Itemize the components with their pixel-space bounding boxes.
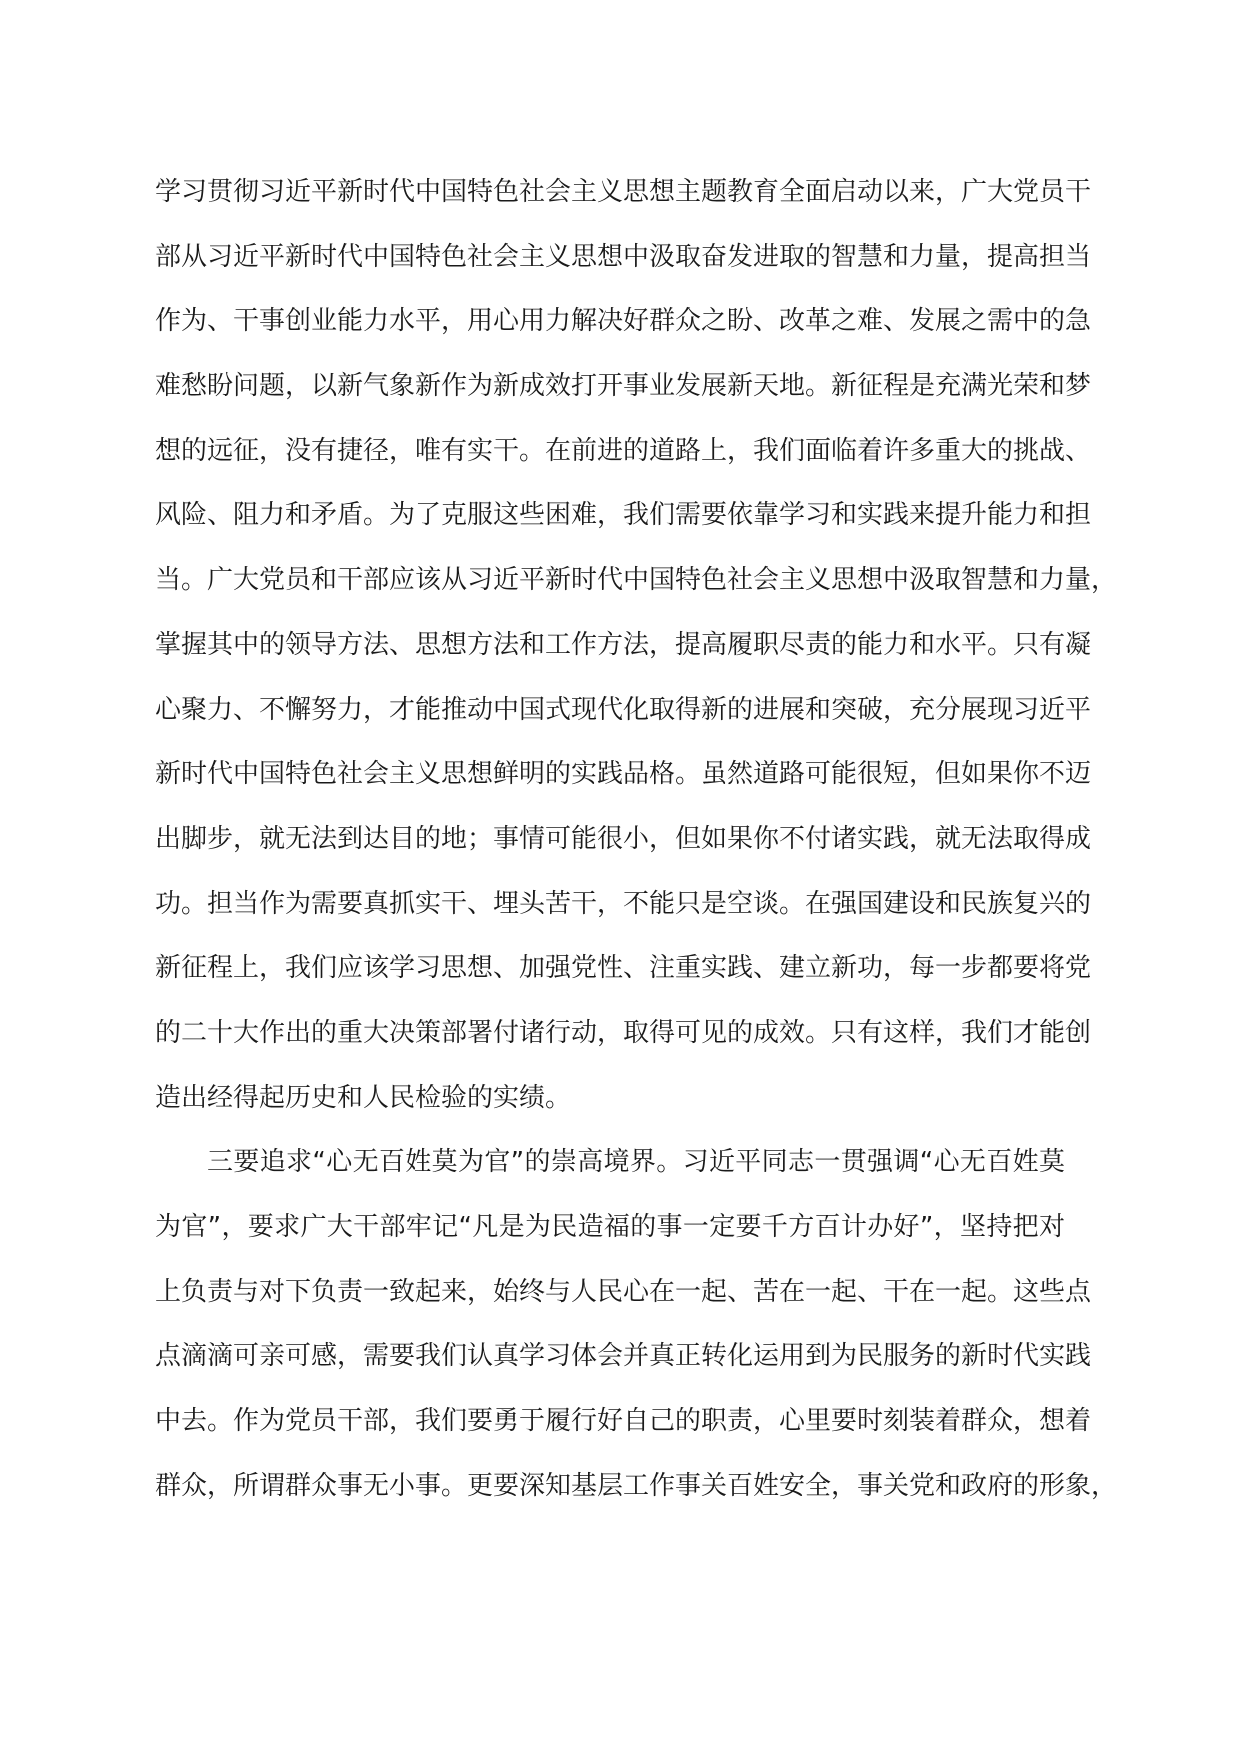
text-line: 造出经得起历史和人民检验的实绩。 xyxy=(155,1082,572,1113)
text-line: 中去。作为党员干部，我们要勇于履行好自己的职责，心里要时刻装着群众，想着 xyxy=(155,1406,1092,1437)
text-line: 上负责与对下负责一致起来，始终与人民心在一起、苦在一起、干在一起。这些点 xyxy=(155,1276,1092,1307)
text-line: 掌握其中的领导方法、思想方法和工作方法，提高履职尽责的能力和水平。只有凝 xyxy=(155,629,1092,660)
text-line: 出脚步，就无法到达目的地；事情可能很小，但如果你不付诸实践，就无法取得成 xyxy=(155,823,1092,854)
text-line: 难愁盼问题，以新气象新作为新成效打开事业发展新天地。新征程是充满光荣和梦 xyxy=(155,371,1092,402)
text-line: 学习贯彻习近平新时代中国特色社会主义思想主题教育全面启动以来，广大党员干 xyxy=(155,177,1092,207)
text-line: 新征程上，我们应该学习思想、加强党性、注重实践、建立新功，每一步都要将党 xyxy=(155,953,1092,984)
text-line: 心聚力、不懈努力，才能推动中国式现代化取得新的进展和突破，充分展现习近平 xyxy=(155,694,1092,725)
text-line: 为官”，要求广大干部牢记“凡是为民造福的事一定要千方百计办好”，坚持把对 xyxy=(155,1212,1065,1242)
text-line: 群众，所谓群众事无小事。更要深知基层工作事关百姓安全，事关党和政府的形象， xyxy=(155,1470,1118,1501)
text-line: 部从习近平新时代中国特色社会主义思想中汲取奋发进取的智慧和力量，提高担当 xyxy=(155,241,1092,272)
text-line: 三要追求“心无百姓莫为官”的崇高境界。习近平同志一贯强调“心无百姓莫 xyxy=(207,1147,1065,1178)
text-line: 新时代中国特色社会主义思想鲜明的实践品格。虽然道路可能很短，但如果你不迈 xyxy=(155,759,1092,790)
text-line: 点滴滴可亲可感，需要我们认真学习体会并真正转化运用到为民服务的新时代实践 xyxy=(155,1341,1092,1372)
text-line: 想的远征，没有捷径，唯有实干。在前进的道路上，我们面临着许多重大的挑战、 xyxy=(155,435,1092,466)
text-line: 作为、干事创业能力水平，用心用力解决好群众之盼、改革之难、发展之需中的急 xyxy=(155,306,1092,337)
text-line: 功。担当作为需要真抓实干、埋头苦干，不能只是空谈。在强国建设和民族复兴的 xyxy=(155,888,1092,919)
paragraph xyxy=(155,160,1118,1130)
text-line: 风险、阻力和矛盾。为了克服这些困难，我们需要依靠学习和实践来提升能力和担 xyxy=(155,500,1092,531)
text-line: 当。广大党员和干部应该从习近平新时代中国特色社会主义思想中汲取智慧和力量， xyxy=(155,565,1118,596)
paragraph xyxy=(155,1130,1118,1518)
document-body xyxy=(155,160,1118,1518)
text-line: 的二十大作出的重大决策部署付诸行动，取得可见的成效。只有这样，我们才能创 xyxy=(155,1017,1092,1048)
